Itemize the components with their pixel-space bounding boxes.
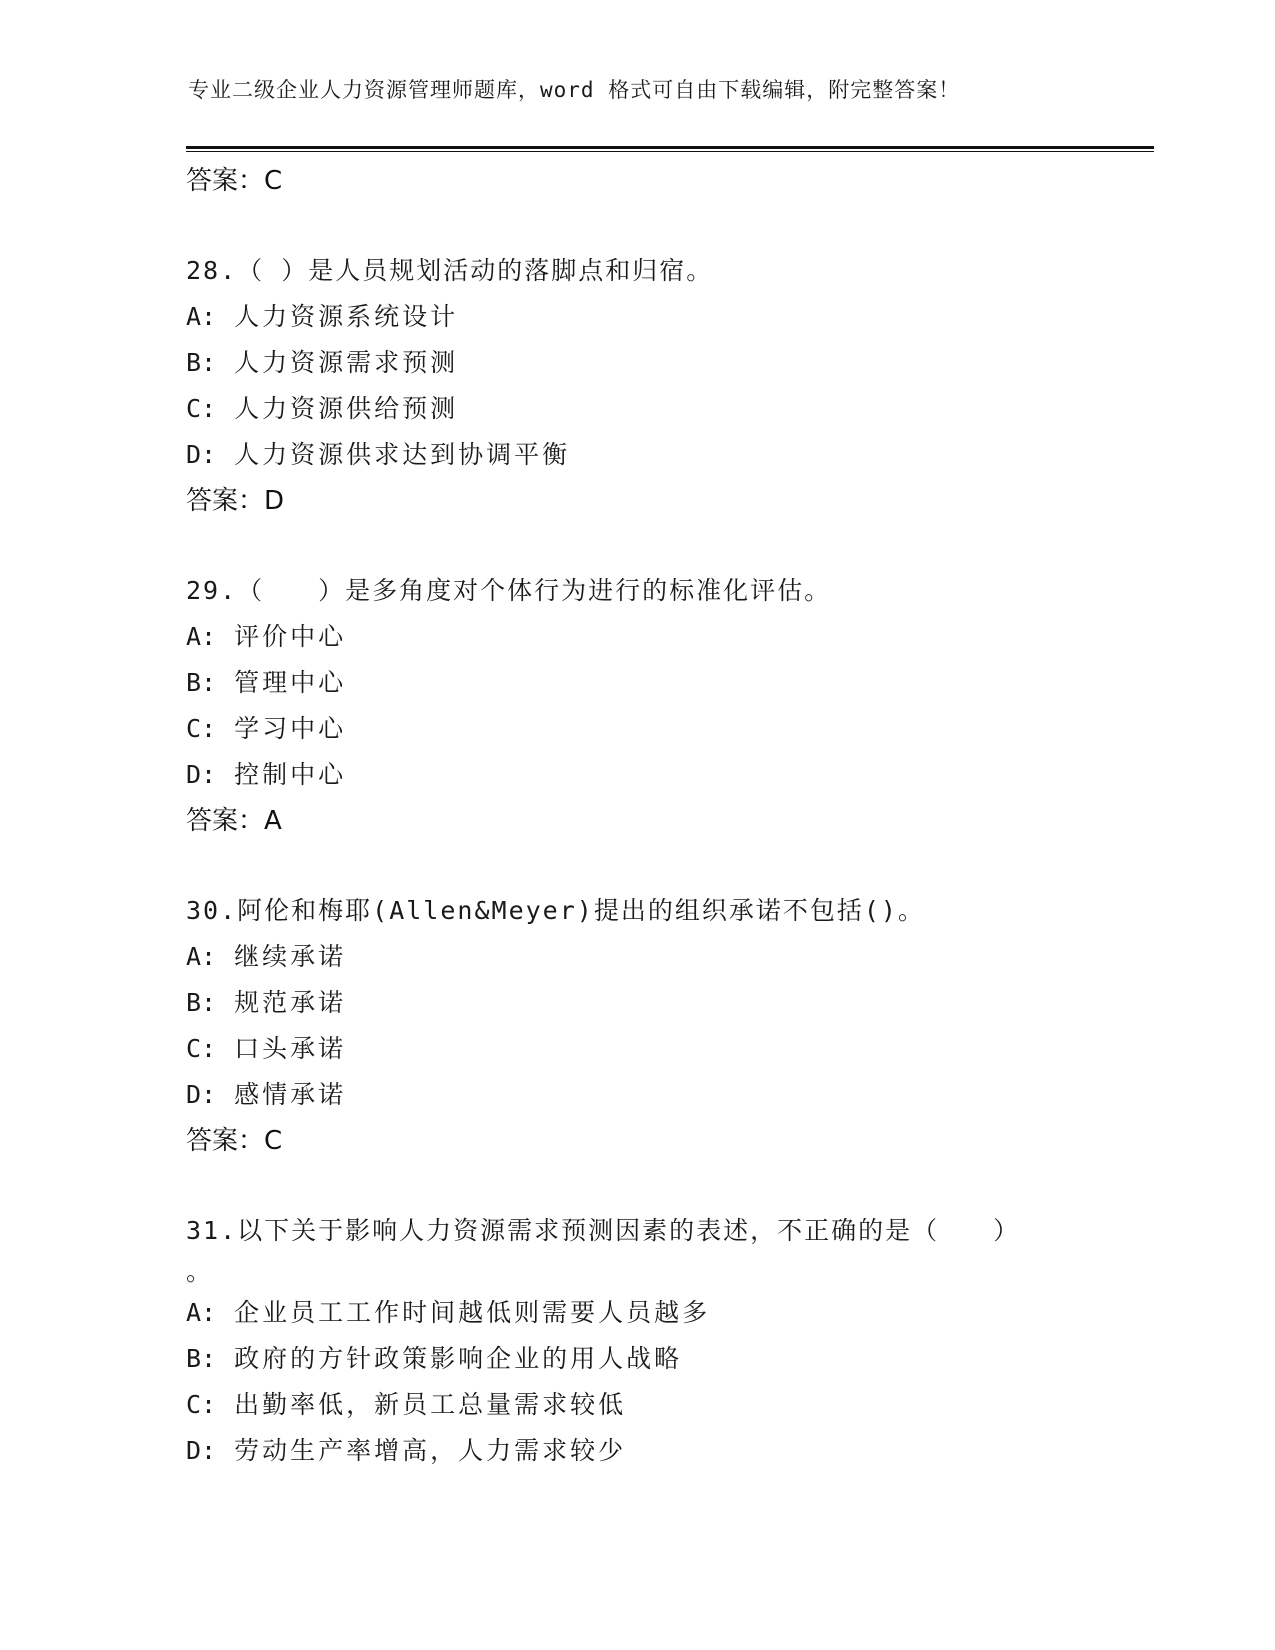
option-text: 规范承诺: [234, 988, 347, 1017]
option-text: 人力资源系统设计: [234, 302, 459, 331]
option-key: D:: [186, 440, 217, 469]
option-key: A:: [186, 302, 217, 331]
option-b: [186, 980, 1154, 1026]
option-key: D:: [186, 1080, 217, 1109]
option-a: [186, 294, 1154, 340]
question-stem: 29.（ ）是多角度对个体行为进行的标准化评估。: [186, 576, 832, 605]
option-a: [186, 614, 1154, 660]
question-stem: 31.以下关于影响人力资源需求预测因素的表述，不正确的是（ ）: [186, 1216, 1021, 1245]
document-header: 专业二级企业人力资源管理师题库，word 格式可自由下载编辑，附完整答案！: [188, 78, 961, 102]
question-28: [186, 248, 1154, 524]
option-c: [186, 706, 1154, 752]
question-29: [186, 568, 1154, 844]
option-a: [186, 1290, 1154, 1336]
option-text: 出勤率低，新员工总量需求较低: [234, 1390, 627, 1419]
question-31: [186, 1208, 1154, 1474]
option-text: 继续承诺: [234, 942, 347, 971]
option-d: [186, 1428, 1154, 1474]
option-key: B:: [186, 348, 217, 377]
option-key: A:: [186, 622, 217, 651]
option-d: [186, 752, 1154, 798]
option-key: C:: [186, 1034, 217, 1063]
option-text: 学习中心: [234, 714, 347, 743]
option-text: 政府的方针政策影响企业的用人战略: [234, 1344, 683, 1373]
option-c: [186, 386, 1154, 432]
option-text: 劳动生产率增高，人力需求较少: [234, 1436, 627, 1465]
option-key: D:: [186, 760, 217, 789]
option-b: [186, 1336, 1154, 1382]
option-key: C:: [186, 714, 217, 743]
option-key: A:: [186, 942, 217, 971]
option-a: [186, 934, 1154, 980]
option-key: B:: [186, 1344, 217, 1373]
option-text: 人力资源需求预测: [234, 348, 459, 377]
answer-27: 答案：C: [186, 166, 283, 196]
header-rule-thin: [186, 151, 1154, 152]
option-key: D:: [186, 1436, 217, 1465]
option-key: B:: [186, 988, 217, 1017]
option-key: C:: [186, 394, 217, 423]
option-b: [186, 340, 1154, 386]
header-rule-thick: [186, 146, 1154, 149]
option-c: [186, 1382, 1154, 1428]
option-text: 感情承诺: [234, 1080, 347, 1109]
question-stem-continuation: 。: [186, 1257, 212, 1286]
option-key: A:: [186, 1298, 217, 1327]
option-c: [186, 1026, 1154, 1072]
option-key: B:: [186, 668, 217, 697]
option-text: 控制中心: [234, 760, 347, 789]
option-b: [186, 660, 1154, 706]
answer-29: 答案：A: [186, 806, 282, 836]
document-body: [186, 158, 1154, 1474]
question-stem: 30.阿伦和梅耶(Allen&Meyer)提出的组织承诺不包括()。: [186, 896, 925, 925]
option-d: [186, 1072, 1154, 1118]
question-30: [186, 888, 1154, 1164]
option-key: C:: [186, 1390, 217, 1419]
option-text: 口头承诺: [234, 1034, 347, 1063]
answer-30: 答案：C: [186, 1126, 283, 1156]
option-text: 评价中心: [234, 622, 347, 651]
option-text: 企业员工工作时间越低则需要人员越多: [234, 1298, 711, 1327]
question-stem: 28.（ ）是人员规划活动的落脚点和归宿。: [186, 256, 714, 285]
answer-28: 答案：D: [186, 486, 285, 516]
option-text: 人力资源供给预测: [234, 394, 459, 423]
option-text: 管理中心: [234, 668, 347, 697]
option-d: [186, 432, 1154, 478]
option-text: 人力资源供求达到协调平衡: [234, 440, 571, 469]
